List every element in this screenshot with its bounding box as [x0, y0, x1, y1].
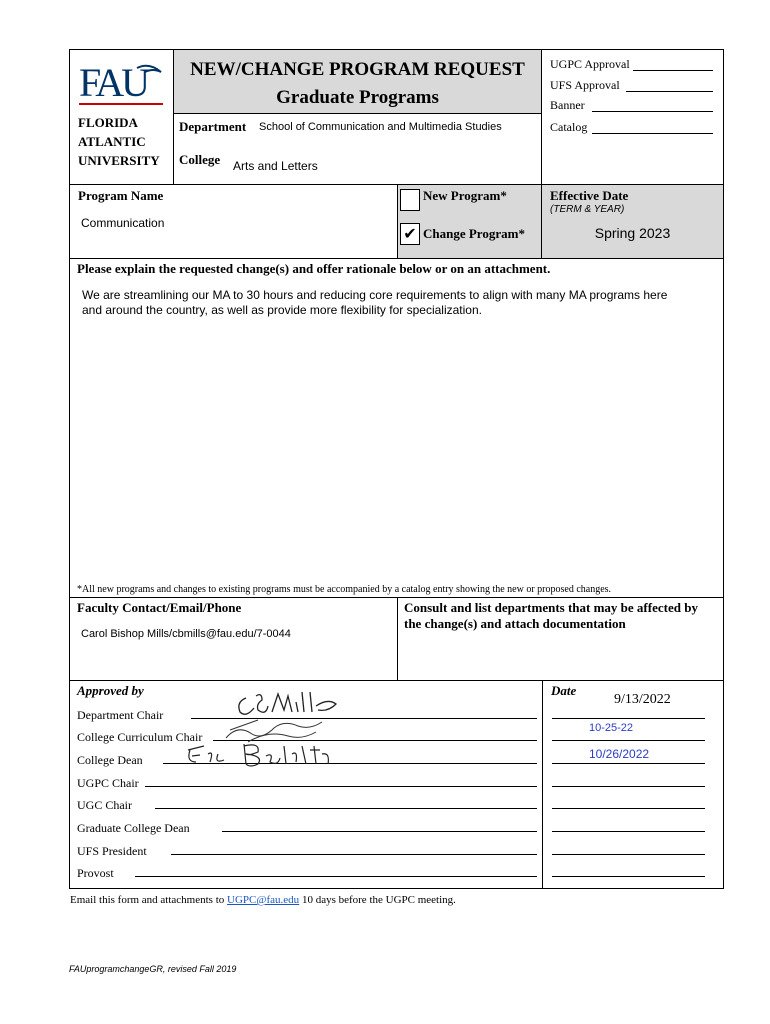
department-label: Department — [179, 119, 247, 134]
email-prefix: Email this form and attachments to — [70, 894, 228, 906]
university-line-1: FLORIDA — [78, 115, 138, 130]
rationale-text — [82, 288, 667, 318]
college-value: Arts and Letters — [233, 159, 318, 173]
effective-date-label: Effective Date — [550, 188, 629, 203]
date-line-6[interactable] — [552, 831, 705, 832]
new-program-checkbox[interactable] — [400, 189, 420, 211]
fau-logo — [77, 58, 165, 108]
date-line-2[interactable] — [552, 740, 705, 741]
date-college-dean: 10/26/2022 — [589, 747, 650, 761]
banner-label: Banner — [550, 98, 585, 112]
date-curriculum-chair: 10-25-22 — [589, 722, 634, 734]
catalog-label: Catalog — [550, 120, 588, 134]
signer-ugc-chair: UGC Chair — [77, 798, 132, 812]
effective-date-sub: (TERM & YEAR) — [550, 204, 625, 215]
title-line-1: NEW/CHANGE PROGRAM REQUEST — [190, 59, 525, 80]
check-mark-icon: ✔ — [403, 224, 417, 243]
svg-text:FAU: FAU — [79, 60, 148, 105]
rationale-label: Please explain the requested change(s) and offer rationale below or on an attachment. — [77, 261, 551, 276]
signature-college-dean — [184, 740, 334, 768]
catalog-line — [592, 133, 713, 134]
date-line-4[interactable] — [552, 786, 705, 787]
title-line-2: Graduate Programs — [276, 87, 439, 108]
signer-ugpc-chair: UGPC Chair — [77, 776, 139, 790]
signer-college-dean: College Dean — [77, 753, 143, 767]
divider — [541, 50, 542, 184]
university-name — [78, 113, 160, 170]
form-id: FAUprogramchangeGR, revised Fall 2019 — [69, 964, 237, 974]
signature-line-ugc-chair[interactable] — [155, 808, 537, 809]
catalog-footnote: *All new programs and changes to existing programs must be accompanied by a catalog entry showing the new or proposed changes. — [77, 584, 612, 595]
date-department-chair: 9/13/2022 — [614, 692, 671, 707]
ugpc-email-link[interactable]: UGPC@fau.edu — [227, 894, 300, 906]
ufs-approval-label: UFS Approval — [550, 78, 620, 92]
signer-graduate-college-dean: Graduate College Dean — [77, 821, 190, 835]
email-instructions — [70, 894, 456, 906]
university-line-2: ATLANTIC — [78, 134, 146, 149]
change-program-label: Change Program* — [423, 226, 525, 241]
effective-date-value: Spring 2023 — [594, 225, 671, 241]
approved-by-label: Approved by — [77, 683, 144, 698]
program-name-label: Program Name — [78, 188, 164, 203]
divider — [397, 597, 398, 680]
date-line-8[interactable] — [552, 876, 705, 877]
faculty-contact-label: Faculty Contact/Email/Phone — [77, 600, 242, 615]
email-suffix: 10 days before the UGPC meeting. — [299, 894, 456, 906]
consult-line-2: the change(s) and attach documentation — [404, 616, 626, 631]
date-line-1[interactable] — [552, 718, 705, 719]
rationale-line-2: and around the country, as well as provide more flexibility for specialization. — [82, 303, 482, 317]
date-line-7[interactable] — [552, 854, 705, 855]
college-label: College — [179, 152, 221, 167]
university-line-3: UNIVERSITY — [78, 153, 160, 168]
signature-berlatsky-image — [184, 740, 334, 768]
signature-line-graduate-dean[interactable] — [222, 831, 537, 832]
faculty-contact-value: Carol Bishop Mills/cbmills@fau.edu/7-0044 — [81, 628, 291, 640]
date-line-5[interactable] — [552, 808, 705, 809]
banner-line — [592, 111, 713, 112]
signature-line-provost[interactable] — [135, 876, 537, 877]
date-line-3[interactable] — [552, 763, 705, 764]
consult-line-1: Consult and list departments that may be affected by — [404, 600, 698, 615]
signer-college-curriculum-chair: College Curriculum Chair — [77, 730, 203, 744]
new-program-label: New Program* — [423, 188, 507, 203]
change-program-checkbox[interactable] — [400, 223, 420, 245]
divider — [69, 680, 724, 681]
signer-department-chair: Department Chair — [77, 708, 164, 722]
department-value: School of Communication and Multimedia Studies — [259, 121, 502, 133]
signer-ufs-president: UFS President — [77, 844, 147, 858]
form-title — [173, 56, 542, 112]
date-label: Date — [551, 683, 577, 698]
fau-logo-graphic — [77, 58, 165, 108]
signer-provost: Provost — [77, 866, 114, 880]
divider — [69, 258, 724, 259]
ugpc-approval-line — [633, 70, 713, 71]
ugpc-approval-label: UGPC Approval — [550, 57, 630, 71]
divider — [542, 680, 543, 888]
signature-line-ugpc-chair[interactable] — [145, 786, 537, 787]
ufs-approval-line — [626, 91, 713, 92]
program-name-value: Communication — [81, 216, 165, 230]
consult-label — [404, 600, 698, 632]
signature-line-ufs-president[interactable] — [171, 854, 537, 855]
rationale-line-1: We are streamlining our MA to 30 hours and reducing core requirements to align with many MA programs here — [82, 288, 668, 302]
divider — [173, 50, 174, 184]
